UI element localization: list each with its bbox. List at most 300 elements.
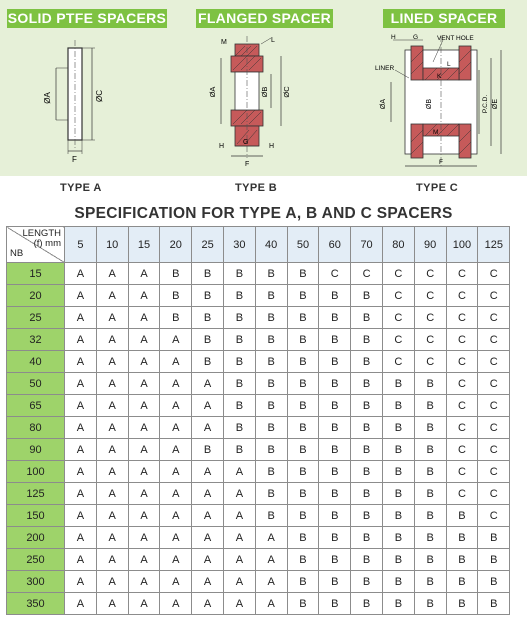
nb-header: NB (10, 248, 24, 259)
dim-h-right-label: H (269, 143, 275, 150)
diagram-type-c (373, 32, 513, 174)
spacer-type-cell: B (223, 395, 255, 417)
spacer-type-cell: B (382, 571, 414, 593)
spacer-type-cell: A (192, 461, 224, 483)
spacer-type-cell: B (351, 483, 383, 505)
spacer-type-cell: A (160, 549, 192, 571)
column-header-length: 90 (414, 227, 446, 263)
length-header-line1: LENGTH (22, 228, 61, 239)
spacer-type-cell: B (287, 549, 319, 571)
table-row (7, 505, 510, 527)
table-row (7, 395, 510, 417)
spacer-type-cell: B (255, 263, 287, 285)
spacer-type-cell: A (160, 351, 192, 373)
spacer-type-cell: A (128, 549, 160, 571)
spacer-type-cell: B (319, 417, 351, 439)
spacer-type-cell: B (414, 439, 446, 461)
dim-a-label: ØA (380, 98, 387, 110)
spacer-type-cell: B (287, 461, 319, 483)
table-row (7, 263, 510, 285)
spacer-type-cell: C (478, 307, 510, 329)
spacer-type-cell: B (414, 505, 446, 527)
spacer-type-cell: C (478, 373, 510, 395)
column-header-length: 80 (382, 227, 414, 263)
spacer-type-cell: B (351, 417, 383, 439)
spacer-type-cell: A (96, 461, 128, 483)
spacer-type-cell: A (96, 549, 128, 571)
spacer-type-cell: C (446, 395, 478, 417)
spacer-type-cell: A (128, 307, 160, 329)
spacer-type-cell: B (414, 483, 446, 505)
spacer-type-cell: B (255, 461, 287, 483)
spacer-type-cell: C (446, 285, 478, 307)
spacer-type-cell: A (96, 351, 128, 373)
row-header-nb: 32 (7, 329, 65, 351)
table-row (7, 549, 510, 571)
spacer-type-cell: A (128, 439, 160, 461)
spacer-type-cell: B (351, 373, 383, 395)
spacer-type-cell: B (319, 351, 351, 373)
spacer-type-cell: C (414, 351, 446, 373)
spacer-type-cell: A (65, 527, 97, 549)
dim-h-label: H (391, 34, 396, 41)
spacer-type-cell: A (128, 373, 160, 395)
spacer-type-cell: A (192, 593, 224, 615)
dim-f-label: F (245, 161, 250, 168)
dim-m-label: M (433, 129, 439, 136)
spacer-type-cell: B (192, 351, 224, 373)
spacer-type-cell: C (446, 373, 478, 395)
dim-b-label: ØB (260, 86, 269, 98)
spacer-type-cell: A (65, 285, 97, 307)
spacer-type-cell: B (351, 549, 383, 571)
table-row (7, 593, 510, 615)
dim-pcd-label: P.C.D. (482, 94, 489, 114)
spacer-type-cell: B (255, 351, 287, 373)
spacer-type-cell: A (65, 395, 97, 417)
type-a-caption: TYPE A (60, 182, 102, 194)
spacer-type-cell: C (382, 285, 414, 307)
spacer-type-cell: A (65, 417, 97, 439)
spacer-type-cell: B (287, 395, 319, 417)
spacer-type-cell: B (446, 571, 478, 593)
spacer-type-cell: B (319, 395, 351, 417)
spacer-type-cell: A (65, 263, 97, 285)
spacer-type-cell: B (414, 373, 446, 395)
spacer-type-cell: B (382, 439, 414, 461)
spacer-type-cell: C (414, 329, 446, 351)
spacer-type-cell: B (223, 373, 255, 395)
spacer-type-cell: A (223, 527, 255, 549)
spacer-type-cell: A (192, 505, 224, 527)
spacer-type-cell: A (160, 461, 192, 483)
spacer-type-cell: B (192, 307, 224, 329)
header-lined-spacer: LINED SPACER (383, 9, 505, 28)
spacer-type-cell: B (382, 395, 414, 417)
spacer-type-cell: A (192, 483, 224, 505)
spacer-type-cell: B (319, 373, 351, 395)
spacer-type-cell: C (351, 263, 383, 285)
spacer-type-cell: A (65, 505, 97, 527)
spacer-type-cell: C (446, 329, 478, 351)
spacer-type-cell: B (192, 285, 224, 307)
spacer-type-cell: B (478, 571, 510, 593)
spacer-type-cell: C (382, 263, 414, 285)
spacer-a-body (68, 48, 82, 140)
spacer-type-cell: B (414, 549, 446, 571)
spacer-type-cell: B (255, 417, 287, 439)
spacer-type-cell: B (192, 439, 224, 461)
spacer-type-cell: A (96, 417, 128, 439)
spacer-type-cell: B (351, 593, 383, 615)
spacer-type-cell: B (382, 461, 414, 483)
dim-l-label: L (447, 61, 451, 68)
spacer-type-cell: C (414, 285, 446, 307)
spacer-type-cell: B (319, 307, 351, 329)
spacer-type-cell: A (128, 505, 160, 527)
row-header-nb: 40 (7, 351, 65, 373)
spacer-type-cell: A (160, 483, 192, 505)
table-row (7, 439, 510, 461)
spacer-type-cell: B (255, 483, 287, 505)
type-b-caption: TYPE B (235, 182, 278, 194)
spacer-type-cell: A (160, 395, 192, 417)
spacer-type-cell: B (382, 505, 414, 527)
spacer-type-cell: A (192, 417, 224, 439)
dim-l-label: L (271, 37, 275, 44)
spacer-type-cell: A (160, 329, 192, 351)
row-header-nb: 20 (7, 285, 65, 307)
spacer-type-cell: C (478, 351, 510, 373)
spacer-type-cell: C (446, 483, 478, 505)
spacer-type-cell: B (287, 483, 319, 505)
spacer-type-cell: B (287, 307, 319, 329)
length-header (22, 229, 61, 249)
row-header-nb: 80 (7, 417, 65, 439)
spacer-type-cell: B (223, 285, 255, 307)
spacer-type-cell: B (351, 329, 383, 351)
spacer-type-cell: A (160, 373, 192, 395)
spacer-type-cell: C (446, 461, 478, 483)
spacer-type-cell: B (160, 307, 192, 329)
spacer-type-cell: A (223, 593, 255, 615)
column-header-length: 70 (351, 227, 383, 263)
spacer-type-cell: B (223, 329, 255, 351)
spacer-type-cell: B (287, 439, 319, 461)
table-row (7, 461, 510, 483)
spacer-type-cell: B (382, 373, 414, 395)
spacer-type-cell: A (65, 593, 97, 615)
spacer-type-cell: B (446, 593, 478, 615)
spacer-type-cell: C (478, 329, 510, 351)
spacer-type-cell: B (287, 285, 319, 307)
spacer-type-cell: B (287, 593, 319, 615)
spacer-type-cell: B (414, 593, 446, 615)
spacer-type-cell: A (96, 307, 128, 329)
spacer-type-cell: B (414, 571, 446, 593)
spacer-type-cell: A (65, 461, 97, 483)
table-row (7, 527, 510, 549)
spacer-type-cell: A (255, 549, 287, 571)
spacer-type-cell: B (319, 505, 351, 527)
spacer-type-cell: B (192, 263, 224, 285)
spacer-type-cell: C (478, 395, 510, 417)
spacer-type-cell: B (382, 417, 414, 439)
spacer-type-cell: C (478, 461, 510, 483)
spacer-type-cell: C (446, 439, 478, 461)
spacer-type-cell: B (319, 439, 351, 461)
spacer-type-cell: C (478, 285, 510, 307)
spacer-type-cell: B (255, 285, 287, 307)
column-header-length: 50 (287, 227, 319, 263)
spacer-type-cell: B (287, 571, 319, 593)
row-header-nb: 350 (7, 593, 65, 615)
spacer-type-cell: C (446, 307, 478, 329)
spacer-type-cell: B (351, 307, 383, 329)
column-header-length: 10 (96, 227, 128, 263)
spacer-type-cell: A (128, 461, 160, 483)
table-row (7, 417, 510, 439)
spacer-type-cell: A (192, 373, 224, 395)
spacer-type-cell: A (128, 329, 160, 351)
table-corner-cell (7, 227, 65, 263)
table-row (7, 329, 510, 351)
spacer-type-cell: A (192, 571, 224, 593)
column-header-length: 60 (319, 227, 351, 263)
dim-g-label: G (243, 139, 249, 146)
spacer-type-cell: A (192, 527, 224, 549)
spacer-type-cell: B (319, 483, 351, 505)
spacer-type-cell: B (351, 461, 383, 483)
spacer-type-cell: B (223, 417, 255, 439)
spacer-type-cell: B (255, 439, 287, 461)
row-header-nb: 200 (7, 527, 65, 549)
spacer-type-cell: C (414, 307, 446, 329)
row-header-nb: 125 (7, 483, 65, 505)
spacer-type-cell: A (223, 505, 255, 527)
spacer-type-cell: A (96, 505, 128, 527)
row-header-nb: 150 (7, 505, 65, 527)
spacer-type-cell: A (96, 439, 128, 461)
spacer-type-cell: B (478, 527, 510, 549)
spacer-type-cell: C (382, 307, 414, 329)
spacer-type-cell: A (255, 527, 287, 549)
dim-e-label: ØE (492, 98, 499, 110)
spacer-type-cell: A (128, 263, 160, 285)
spacer-type-cell: B (287, 263, 319, 285)
table-header-row (7, 227, 510, 263)
spacer-type-cell: B (382, 549, 414, 571)
spacer-type-cell: B (319, 329, 351, 351)
spacer-type-cell: C (382, 329, 414, 351)
spacer-type-cell: A (128, 571, 160, 593)
specification-table (6, 226, 510, 615)
specification-title: SPECIFICATION FOR TYPE A, B AND C SPACERS (74, 205, 453, 222)
spacer-type-cell: B (478, 549, 510, 571)
spacer-type-cell: A (128, 593, 160, 615)
spacer-type-cell: B (223, 307, 255, 329)
spacer-type-cell: B (319, 285, 351, 307)
spacer-type-cell: A (65, 329, 97, 351)
spacer-type-cell: B (382, 527, 414, 549)
spacer-type-cell: B (223, 263, 255, 285)
spacer-type-cell: B (351, 571, 383, 593)
spacer-type-cell: B (160, 285, 192, 307)
table-row (7, 483, 510, 505)
spacer-type-cell: A (192, 549, 224, 571)
row-header-nb: 65 (7, 395, 65, 417)
spacer-type-cell: C (446, 417, 478, 439)
dim-f-label: F (72, 155, 77, 164)
spacer-type-cell: B (287, 373, 319, 395)
spacer-type-cell: A (96, 483, 128, 505)
spacer-type-cell: B (414, 527, 446, 549)
liner-label: LINER (375, 65, 395, 72)
spacer-type-cell: A (96, 373, 128, 395)
spacer-type-cell: A (128, 527, 160, 549)
dim-c-label: ØC (95, 90, 104, 102)
spacer-type-cell: C (446, 351, 478, 373)
column-header-length: 30 (223, 227, 255, 263)
type-c-caption: TYPE C (416, 182, 459, 194)
spacer-type-cell: B (287, 527, 319, 549)
column-header-length: 125 (478, 227, 510, 263)
spacer-type-cell: A (128, 285, 160, 307)
spacer-type-cell: A (160, 505, 192, 527)
spacer-type-cell: B (351, 395, 383, 417)
spacer-type-cell: A (65, 351, 97, 373)
spacer-type-cell: B (319, 549, 351, 571)
spacer-type-cell: B (319, 527, 351, 549)
spacer-type-cell: C (319, 263, 351, 285)
spacer-type-cell: A (65, 439, 97, 461)
spacer-type-cell: A (223, 483, 255, 505)
dim-a-label: ØA (208, 86, 217, 98)
spacer-type-cell: C (478, 483, 510, 505)
spacer-type-cell: A (96, 263, 128, 285)
spacer-type-cell: B (446, 505, 478, 527)
spacer-type-cell: B (160, 263, 192, 285)
spacer-type-cell: A (255, 593, 287, 615)
spacer-type-cell: A (128, 483, 160, 505)
spacer-type-cell: A (96, 527, 128, 549)
dim-h-left-label: H (219, 143, 225, 150)
spacer-type-cell: A (128, 395, 160, 417)
spacer-type-cell: B (287, 351, 319, 373)
spacer-type-cell: B (319, 593, 351, 615)
spacer-type-cell: B (478, 593, 510, 615)
dim-c-label: ØC (282, 86, 291, 98)
spacer-type-cell: A (255, 571, 287, 593)
spacer-type-cell: B (382, 483, 414, 505)
header-solid-ptfe-spacers: SOLID PTFE SPACERS (7, 10, 167, 26)
spacer-type-cell: A (96, 285, 128, 307)
column-header-length: 15 (128, 227, 160, 263)
spacer-type-cell: A (160, 527, 192, 549)
row-header-nb: 250 (7, 549, 65, 571)
spacer-type-cell: B (446, 527, 478, 549)
spacer-type-cell: A (192, 395, 224, 417)
spacer-type-cell: B (351, 285, 383, 307)
dim-a-label: ØA (43, 92, 52, 104)
spacer-type-cell: B (414, 461, 446, 483)
spacer-type-cell: A (65, 571, 97, 593)
spacer-type-cell: A (128, 351, 160, 373)
dim-b-label: ØB (426, 98, 433, 110)
spacer-type-cell: B (351, 351, 383, 373)
row-header-nb: 300 (7, 571, 65, 593)
spacer-type-cell: B (255, 395, 287, 417)
column-header-length: 5 (65, 227, 97, 263)
spacer-type-cell: B (192, 329, 224, 351)
table-row (7, 351, 510, 373)
row-header-nb: 25 (7, 307, 65, 329)
spacer-type-cell: B (287, 505, 319, 527)
spacer-type-cell: B (414, 395, 446, 417)
row-header-nb: 100 (7, 461, 65, 483)
spacer-type-cell: A (65, 549, 97, 571)
table-row (7, 571, 510, 593)
spacer-type-cell: A (65, 307, 97, 329)
spacer-type-cell: A (128, 417, 160, 439)
spacer-type-cell: B (414, 417, 446, 439)
column-header-length: 100 (446, 227, 478, 263)
spacer-type-cell: B (255, 329, 287, 351)
spacer-type-cell: B (255, 373, 287, 395)
spacer-type-cell: A (160, 439, 192, 461)
spacer-type-cell: C (414, 263, 446, 285)
spacer-type-cell: A (65, 373, 97, 395)
spacer-type-cell: B (255, 505, 287, 527)
spacer-type-cell: B (223, 439, 255, 461)
row-header-nb: 90 (7, 439, 65, 461)
spacer-type-cell: B (351, 439, 383, 461)
spacer-type-cell: A (96, 593, 128, 615)
dim-g-label: G (413, 34, 419, 41)
spacer-type-cell: C (446, 263, 478, 285)
spacer-type-cell: B (446, 549, 478, 571)
spacer-type-cell: B (223, 351, 255, 373)
spacer-type-cell: A (65, 483, 97, 505)
spacer-type-cell: A (96, 571, 128, 593)
spacer-type-cell: B (319, 461, 351, 483)
dim-m-label: M (221, 39, 227, 46)
spacer-type-cell: A (223, 549, 255, 571)
column-header-length: 20 (160, 227, 192, 263)
spacer-type-cell: B (382, 593, 414, 615)
vent-hole-label: VENT HOLE (437, 35, 474, 42)
row-header-nb: 50 (7, 373, 65, 395)
spacer-type-cell: C (478, 439, 510, 461)
dim-k-label: K (437, 73, 442, 80)
spacer-type-cell: C (478, 417, 510, 439)
spacer-type-cell: B (287, 417, 319, 439)
table-row (7, 373, 510, 395)
spacer-type-cell: B (351, 505, 383, 527)
dim-f-label: F (439, 159, 443, 166)
spacer-type-cell: B (255, 307, 287, 329)
spacer-type-cell: C (478, 505, 510, 527)
spacer-type-cell: B (351, 527, 383, 549)
diagram-type-b (205, 34, 315, 174)
column-header-length: 40 (255, 227, 287, 263)
table-row (7, 307, 510, 329)
length-header-line2: (f) mm (33, 238, 61, 249)
row-header-nb: 15 (7, 263, 65, 285)
spacer-type-cell: A (160, 593, 192, 615)
spacer-type-cell: C (382, 351, 414, 373)
spacer-type-cell: A (96, 329, 128, 351)
